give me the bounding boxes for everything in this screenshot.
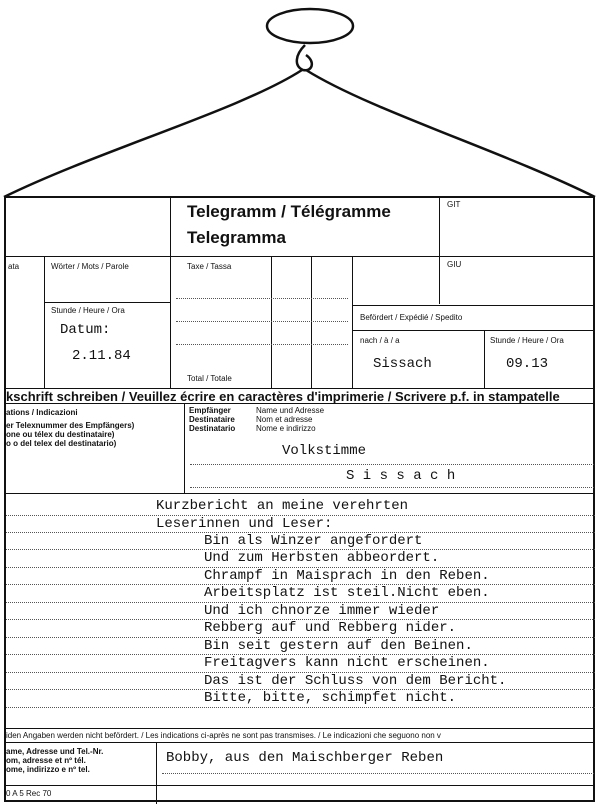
recipient-sub-fr: Nom et adresse: [256, 415, 313, 424]
words-label: Wörter / Mots / Parole: [51, 262, 129, 271]
sender-label-fr: om, adresse et nº tél.: [6, 756, 86, 765]
form-code: 0 A 5 Rec 70: [6, 789, 52, 798]
time-value: 09.13: [506, 356, 549, 372]
recipient-sub-de: Name und Adresse: [256, 406, 325, 415]
recipient-city: S i s s a c h: [346, 468, 456, 484]
date-label: Datum:: [60, 322, 111, 338]
print-instruction-banner: kschrift schreiben / Veuillez écrire en caractères d'imprimerie / Scrivere p.f. in stampatelle: [6, 389, 560, 404]
indications-line-3: o o del telex del destinatario): [6, 439, 117, 448]
recipient-label-fr: Destinataire: [189, 415, 235, 424]
forwarded-label: Befördert / Expédié / Spedito: [360, 313, 463, 322]
message-line-7: Und ich chnorze immer wieder: [204, 603, 440, 619]
hanger-ring: [267, 9, 353, 43]
to-label: nach / à / a: [360, 336, 400, 345]
hanger-knot: [297, 45, 312, 70]
hanging-string-illustration: [0, 0, 601, 200]
git-label: GIT: [447, 200, 461, 209]
footer-notice: iden Angaben werden nicht befördert. / Les indications ci-après ne sont pas transmises. / Le indicazioni che seguono non v: [6, 731, 441, 740]
title-de-fr: Telegramm / Télégramme: [187, 202, 391, 221]
telegram-form: [4, 196, 595, 802]
sender-label-it: ome, indirizzo e nº tel.: [6, 765, 90, 774]
recipient-label-it: Destinatario: [189, 424, 236, 433]
message-line-3: Bin als Winzer angefordert: [204, 533, 423, 549]
message-line-1: Kurzbericht an meine verehrten: [156, 498, 409, 514]
title-it: Telegramma: [187, 228, 286, 247]
hour-label-right: Stunde / Heure / Ora: [490, 336, 564, 345]
recipient-label-de: Empfänger: [189, 406, 231, 415]
message-line-6: Arbeitsplatz ist steil.Nicht eben.: [204, 585, 490, 601]
indications-title: ations / Indicazioni: [6, 408, 78, 417]
message-line-11: Das ist der Schluss von dem Bericht.: [204, 673, 507, 689]
message-line-4: Und zum Herbsten abbeordert.: [204, 550, 440, 566]
hanger-string-right: [306, 70, 595, 197]
ata-label: ata: [8, 262, 20, 271]
destination-value: Sissach: [373, 356, 432, 372]
message-line-10: Freitagvers kann nicht erscheinen.: [204, 655, 490, 671]
message-line-8: Rebberg auf und Rebberg nider.: [204, 620, 457, 636]
sender-label-de: ame, Adresse und Tel.-Nr.: [6, 747, 104, 756]
indications-line-2: one ou télex du destinataire): [6, 430, 115, 439]
message-line-12: Bitte, bitte, schimpfet nicht.: [204, 690, 457, 706]
indications-line-1: er Telexnummer des Empfängers): [6, 421, 135, 430]
message-line-2: Leserinnen und Leser:: [156, 516, 333, 532]
tax-label: Taxe / Tassa: [187, 262, 232, 271]
recipient-name: Volkstimme: [282, 443, 367, 459]
sender-value: Bobby, aus den Maischberger Reben: [166, 750, 444, 766]
recipient-sub-it: Nome e indirizzo: [256, 424, 316, 433]
message-line-5: Chrampf in Maisprach in den Reben.: [204, 568, 490, 584]
date-value: 2.11.84: [72, 348, 131, 364]
message-line-9: Bin seit gestern auf den Beinen.: [204, 638, 473, 654]
total-label: Total / Totale: [187, 374, 232, 383]
hanger-string-left: [4, 70, 302, 197]
giu-label: GIU: [447, 260, 462, 269]
hour-label: Stunde / Heure / Ora: [51, 306, 125, 315]
